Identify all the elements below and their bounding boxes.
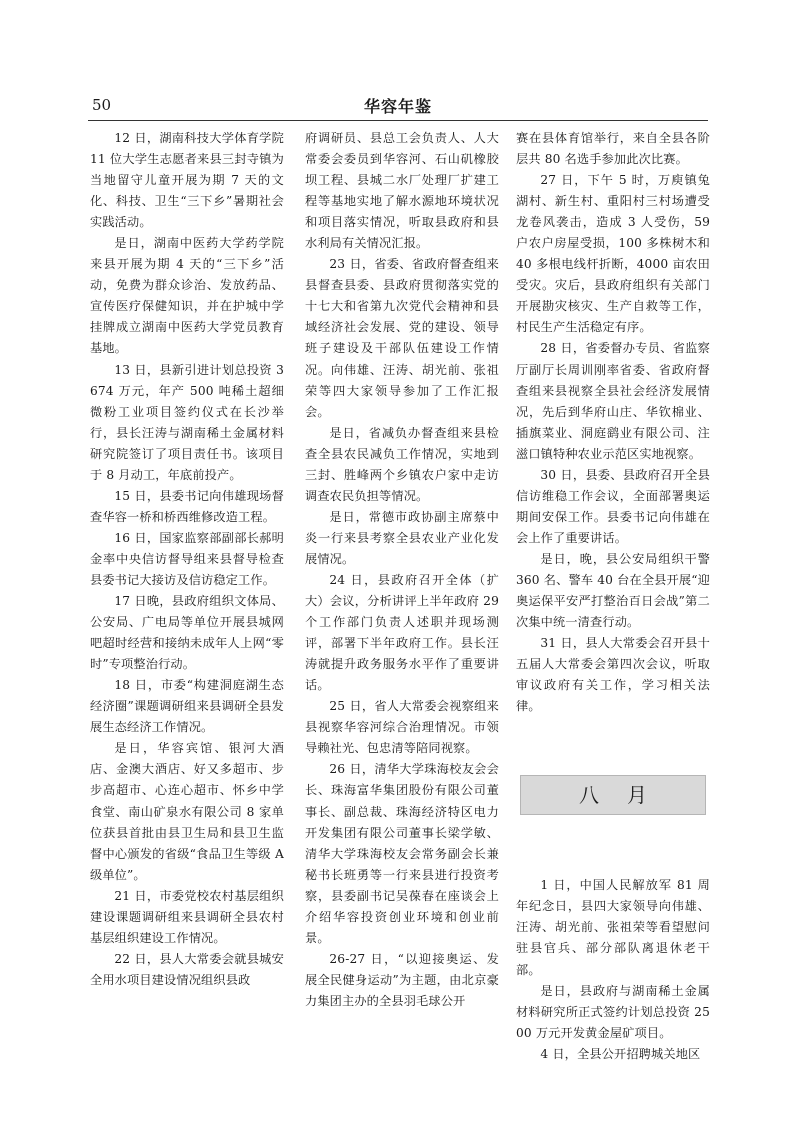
page-header — [88, 92, 708, 120]
paragraph: 是日，晚，县公安局组织干警 360 名、警车 40 台在全县开展“迎奥运保平安严打整治百日会战”第二次集中统一清查行动。 — [516, 551, 710, 630]
paragraph: 赛在县体育馆举行，来自全县各阶层共 80 名选手参加此次比赛。 — [516, 131, 710, 167]
paragraph: 21 日，市委党校农村基层组织建设课题调研组来县调研全县农村基层组织建设工作情况。 — [90, 888, 284, 945]
paragraph: 府调研员、县总工会负责人、人大常委会委员到华容河、石山矶橡胶坝工程、县城二水厂处理厂扩建工程等基地实地了解水源地环境状况和项目落实情况，听取县政府和县水利局有关情况汇报。 — [305, 131, 499, 251]
paragraph: 27 日，下午 5 时，万庾镇兔湖村、新生村、重阳村三村场遭受龙卷风袭击，造成 3 人受伤，59 户农户房屋受损，100 多株树木和 40 多根电线杆折断，4000 亩农田受灾。灾后，县政府组织有关部门开展勘灾核灾、生产自救等工作，村民生产生活稳定有序。 — [516, 173, 710, 335]
text-column-3 — [516, 128, 710, 1065]
page-number: 50 — [92, 96, 112, 114]
paragraph: 26 日，清华大学珠海校友会会长、珠海富华集团股份有限公司董事长、副总裁、珠海经济特区电力开发集团有限公司董事长梁学敏、清华大学珠海校友会常务副会长兼秘书长班勇等一行来县进行投资考察，县委副书记吴葆春在座谈会上介绍华容投资创业环境和创业前景。 — [305, 762, 499, 945]
paragraph: 24 日，县政府召开全体（扩大）会议，分析讲评上半年政府 29 个工作部门负责人述职并现场测评，部署下半年政府工作。县长汪涛就提升政务服务水平作了重要讲话。 — [305, 572, 499, 693]
paragraph: 23 日，省委、省政府督查组来县督查县委、县政府贯彻落实党的十七大和省第九次党代会精神和县域经济社会发展、党的建设、领导班子建设及干部队伍建设工作情况。向伟雄、汪涛、胡光前、张祖荣等四大家领导参加了工作汇报会。 — [305, 257, 499, 419]
paragraph: 是日，常德市政协副主席蔡中炎一行来县考察全县农业产业化发展情况。 — [305, 509, 499, 566]
paragraph: 是日，华容宾馆、银河大酒店、金澳大酒店、好又多超市、步步高超市、心连心超市、怀乡中学食堂、南山矿泉水有限公司 8 家单位获县首批由县卫生局和县卫生监督中心颁发的省级“食品卫生等级 A 级单位”。 — [90, 741, 284, 882]
running-title: 华容年鉴 — [363, 97, 432, 116]
paragraph: 25 日，省人大常委会视察组来县视察华容河综合治理情况。市领导赖社光、包忠清等陪同视察。 — [305, 699, 499, 756]
paragraph: 15 日，县委书记向伟雄现场督查华容一桥和桥西维修改造工程。 — [90, 488, 284, 524]
paragraph: 16 日，国家监察部副部长郝明金率中央信访督导组来县督导检查县委书记大接访及信访稳定工作。 — [90, 530, 284, 587]
text-column-2 — [305, 128, 499, 1012]
text-column-1 — [90, 128, 284, 991]
paragraph: 26-27 日，“以迎接奥运、发展全民健身运动”为主题，由北京豪力集团主办的全县羽毛球公开 — [305, 951, 499, 1008]
paragraph: 17 日晚，县政府组织文体局、公安局、广电局等单位开展县城网吧超时经营和接纳未成年人上网“零时”专项整治行动。 — [90, 594, 284, 672]
paragraph: 22 日，县人大常委会就县城安全用水项目建设情况组织县政 — [90, 951, 284, 987]
month-heading: 八月 — [520, 775, 706, 815]
paragraph: 28 日，省委督办专员、省监察厅副厅长周训刚率省委、省政府督查组来县视察全县社会经济发展情况，先后到华府山庄、华钦棉业、插旗菜业、洞庭鹞业有限公司、注滋口镇特种农业示范区实地视察。 — [516, 341, 710, 461]
header-rule — [88, 120, 708, 121]
paragraph: 是日，省减负办督查组来县检查全县农民减负工作情况，实地到三封、胜峰两个乡镇农户家中走访调查农民负担等情况。 — [305, 425, 499, 503]
paragraph: 1 日，中国人民解放军 81 周年纪念日，县四大家领导向伟雄、汪涛、胡光前、张祖荣等看望慰问驻县官兵、部分部队离退休老干部。 — [516, 878, 710, 977]
paragraph: 是日，县政府与湖南稀土金属材料研究所正式签约计划总投资 2500 万元开发黄金屋矿项目。 — [516, 983, 710, 1040]
paragraph: 4 日，全县公开招聘城关地区 — [540, 1046, 701, 1061]
paragraph: 12 日，湖南科技大学体育学院 11 位大学生志愿者来县三封寺镇为当地留守儿童开展为期 7 天的文化、科技、卫生“三下乡”暑期社会实践活动。 — [90, 131, 284, 230]
paragraph: 30 日，县委、县政府召开全县信访维稳工作会议，全面部署奥运期间安保工作。县委书记向伟雄在会上作了重要讲话。 — [516, 467, 710, 545]
paragraph: 13 日，县新引进计划总投资 3674 万元，年产 500 吨稀土超细微粉工业项目签约仪式在长沙举行，县长汪涛与湖南稀土金属材料研究院签订了项目责任书。该项目于 8 月动工，年底前投产。 — [90, 362, 284, 482]
paragraph: 18 日，市委“构建洞庭湖生态经济圈”课题调研组来县调研全县发展生态经济工作情况。 — [90, 678, 284, 735]
paragraph: 是日，湖南中医药大学药学院来县开展为期 4 天的“三下乡”活动，免费为群众诊治、发放药品、宣传医疗保健知识，并在护城中学挂牌成立湖南中医药大学党员教育基地。 — [90, 236, 284, 356]
paragraph: 31 日，县人大常委会召开县十五届人大常委会第四次会议，听取审议政府有关工作，学习相关法律。 — [516, 636, 710, 714]
